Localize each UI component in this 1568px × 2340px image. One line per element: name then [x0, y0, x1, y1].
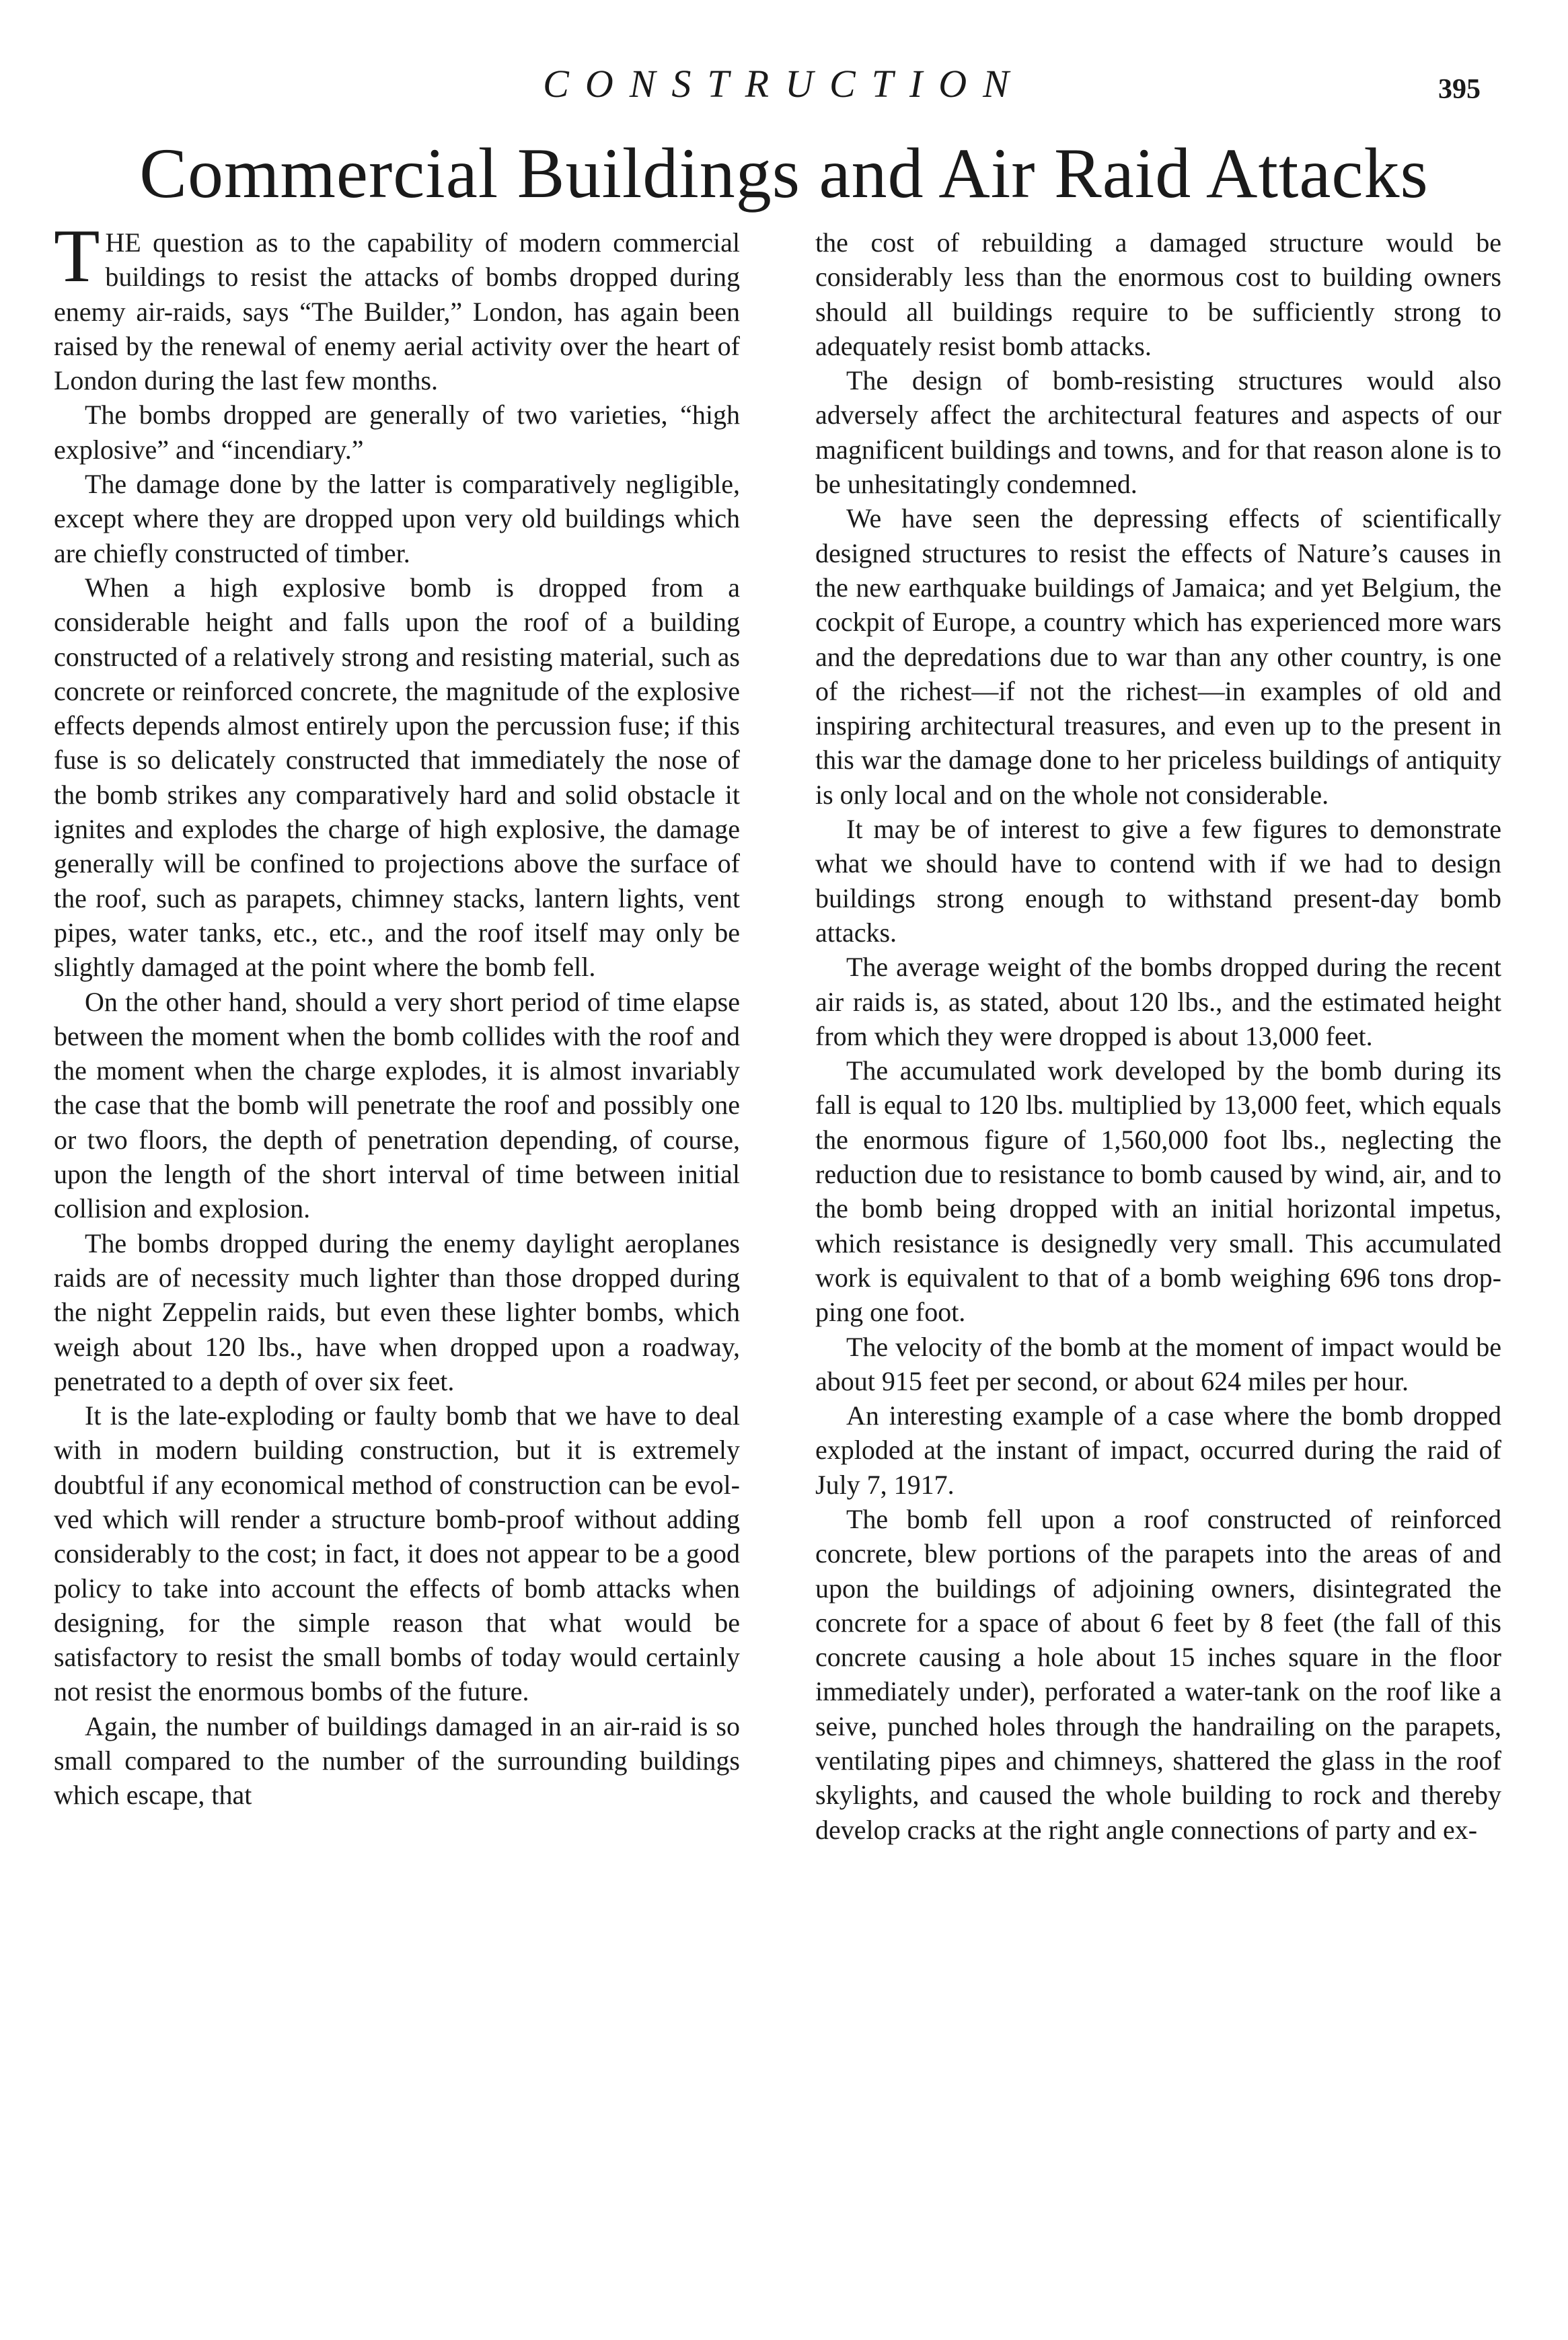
drop-cap: T	[54, 215, 100, 298]
paragraph: the cost of rebuilding a damaged structure would be considerably less than the enormous cost to building owners should all buildings require to be sufficiently strong to adequately resist bomb attacks.	[815, 227, 1501, 361]
paragraph: The bombs dropped during the enemy daylight aeroplanes raids are of necessity much lighter than those dropped during the night Zeppelin raids, but even these lighter bombs, which weigh about 120 lbs., have when dropped upon a roadway, penetrated to a depth of over six feet.	[54, 1228, 740, 1396]
paragraph	[54, 215, 740, 398]
paragraph: The accumulated work developed by the bomb during its fall is equal to 120 lbs. multiplied by 13,000 feet, which equals the enormous figure of 1,560,000 foot lbs., neglecting the reduction due to resistance to bomb caused by wind, air, and to the bomb being dropped with an initial horizontal impetus, which resistance is designedly very small. This accumulated work is equivalent to that of a bomb weighing 696 tons dropping one foot.	[815, 1055, 1501, 1328]
right-column	[815, 225, 1501, 1847]
page-number: 395	[1438, 74, 1481, 105]
paragraph: An interesting example of a case where the bomb dropped exploded at the instant of impact, occurred during the raid of July 7, 1917.	[815, 1400, 1501, 1500]
running-head: CONSTRUCTION	[543, 62, 1025, 106]
left-column	[54, 215, 740, 1813]
paragraph: It is the late-exploding or faulty bomb that we have to deal with in modern building construction, but it is extremely doubtful if any economical method of construction can be evolved which will render a structure bomb-proof without adding considerably to the cost; in fact, it does not appear to be a good policy to take into account the effects of bomb attacks when designing, for the simple reason that what would be satisfactory to resist the small bombs of today would certainly not resist the enormous bombs of the future.	[54, 1400, 740, 1707]
paragraph: When a high explosive bomb is dropped from a considerable height and falls upon the roof of a building constructed of a relatively strong and resisting material, such as concrete or reinforced concrete, the magnitude of the explosive effects depends almost entirely upon the percussion fuse; if this fuse is so delicately constructed that immediately the nose of the bomb strikes any comparatively hard and solid obstacle it ignites and explodes the charge of high explosive, the damage generally will be confined to projections above the surface of the roof, such as parapets, chimney stacks, lantern lights, vent pipes, water tanks, etc., etc., and the roof itself may only be slightly damaged at the point where the bomb fell.	[54, 572, 740, 983]
paragraph: The bomb fell upon a roof constructed of reinforced concrete, blew portions of the parapets into the areas of and upon the buildings of adjoining owners, disintegrated the concrete for a space of about 6 feet by 8 feet (the fall of this concrete causing a hole about 15 inches square in the floor immediately under), perforated a water-tank on the roof like a seive, punched holes through the handrailing on the parapets, ventilating pipes and chimneys, shattered the glass in the roof skylights, and caused the whole building to rock and thereby develop cracks at the right angle connections of party and ex-	[815, 1503, 1501, 1845]
paragraph: Again, the number of buildings damaged in an air-raid is so small compared to the number of the surrounding buildings which escape, that	[54, 1710, 740, 1811]
paragraph: The bombs dropped are generally of two varieties, “high explosive” and “incendiary.”	[54, 400, 740, 465]
paragraph: The damage done by the latter is comparatively negligible, except where they are dropped upon very old buildings which are chiefly constructed of timber.	[54, 469, 740, 568]
article-title: Commercial Buildings and Air Raid Attacks	[139, 134, 1429, 213]
paragraph: The velocity of the bomb at the moment of impact would be about 915 feet per second, or about 624 miles per hour.	[815, 1331, 1501, 1396]
paragraph-text: HE question as to the capability of modern commercial buildings to resist the attacks of bombs dropped during enemy air-raids, says “The Builder,” London, has again been raised by the renewal of enemy aerial activity over the heart of London during the last few months.	[54, 227, 740, 396]
paragraph: It may be of interest to give a few figures to demonstrate what we should have to contend with if we had to design buildings strong enough to withstand present-day bomb attacks.	[815, 814, 1501, 948]
paragraph: We have seen the depressing effects of scientifically designed structures to resist the effects of Nature’s causes in the new earthquake buildings of Jamaica; and yet Belgium, the cockpit of Europe, a country which has experienced more wars and the depredations due to war than any other country, is one of the richest—if not the richest—in examples of old and inspiring architectural treasures, and even up to the present in this war the damage done to her priceless buildings of antiquity is only local and on the whole not considerable.	[815, 503, 1501, 810]
paragraph: The average weight of the bombs dropped during the recent air raids is, as stated, about 120 lbs., and the estimated height from which they were dropped is about 13,000 feet.	[815, 952, 1501, 1051]
paragraph: On the other hand, should a very short period of time elapse between the moment when the bomb collides with the roof and the moment when the charge explodes, it is almost invariably the case that the bomb will penetrate the roof and possibly one or two floors, the depth of penetration depending, of course, upon the length of the short interval of time between initial collision and explosion.	[54, 986, 740, 1224]
paragraph: The design of bomb-resisting structures would also adversely affect the architectural features and aspects of our magnificent buildings and towns, and for that reason alone is to be unhesitatingly condemned.	[815, 365, 1501, 500]
